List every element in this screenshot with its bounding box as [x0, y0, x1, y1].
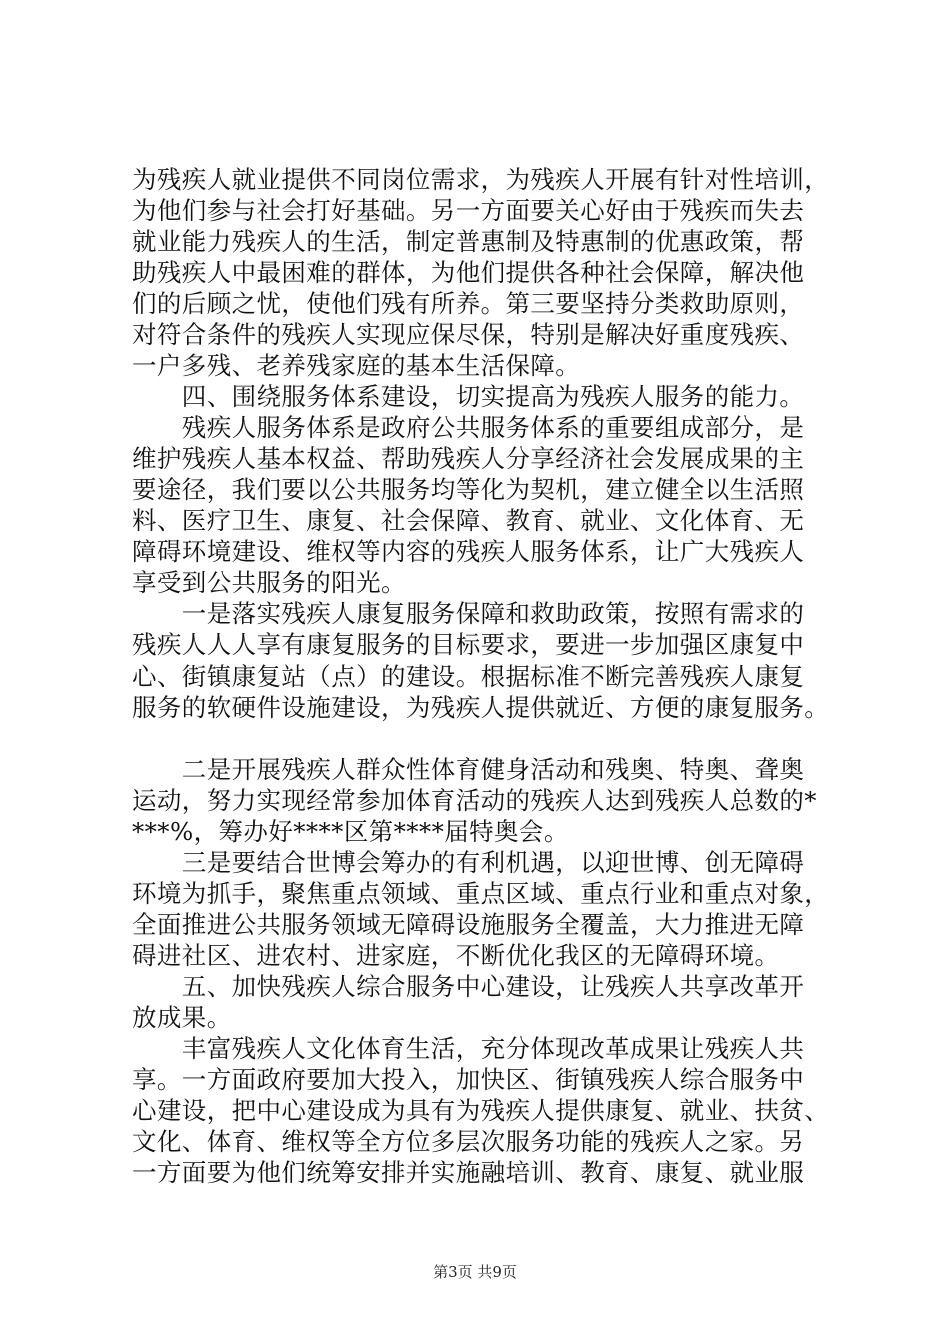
text-line: 为残疾人就业提供不同岗位需求，为残疾人开展有针对性培训， [132, 165, 830, 194]
text-line: 丰富残疾人文化体育生活，充分体现改革成果让残疾人共 [132, 1034, 805, 1063]
section-heading-continued: 放成果。 [132, 1003, 232, 1032]
text-line: 一方面要为他们统筹安排并实施融培训、教育、康复、就业服 [132, 1158, 805, 1187]
text-line: 心、街镇康复站（点）的建设。根据标准不断完善残疾人康复 [132, 662, 805, 691]
text-line: 们的后顾之忧，使他们残有所养。第三要坚持分类救助原则， [132, 289, 805, 318]
text-line: 残疾人服务体系是政府公共服务体系的重要组成部分，是 [132, 413, 805, 442]
text-line: 一户多残、老养残家庭的基本生活保障。 [132, 351, 581, 380]
text-line: 二是开展残疾人群众性体育健身活动和残奥、特奥、聋奥 [132, 755, 805, 784]
text-line: 就业能力残疾人的生活，制定普惠制及特惠制的优惠政策，帮 [132, 227, 805, 256]
text-line: 对符合条件的残疾人实现应保尽保，特别是解决好重度残疾、 [132, 320, 805, 349]
text-line: 要途径，我们要以公共服务均等化为契机，建立健全以生活照 [132, 475, 805, 504]
text-line: 助残疾人中最困难的群体，为他们提供各种社会保障，解决他 [132, 258, 805, 287]
text-line: 障碍环境建设、维权等内容的残疾人服务体系，让广大残疾人 [132, 537, 805, 566]
text-line: ***%，筹办好****区第****届特奥会。 [132, 817, 569, 846]
text-line: 享。一方面政府要加大投入，加快区、街镇残疾人综合服务中 [132, 1065, 805, 1094]
text-line: 服务的软硬件设施建设，为残疾人提供就近、方便的康复服务。 [132, 693, 830, 722]
text-line: 碍进社区、进农村、进家庭，不断优化我区的无障碍环境。 [132, 941, 780, 970]
section-heading: 五、加快残疾人综合服务中心建设，让残疾人共享改革开 [132, 972, 805, 1001]
text-line: 文化、体育、维权等全方位多层次服务功能的残疾人之家。另 [132, 1127, 805, 1156]
text-line: 一是落实残疾人康复服务保障和救助政策，按照有需求的 [132, 599, 805, 628]
text-line: 环境为抓手，聚焦重点领域、重点区域、重点行业和重点对象， [132, 879, 830, 908]
text-line: 维护残疾人基本权益、帮助残疾人分享经济社会发展成果的主 [132, 444, 805, 473]
text-line: 享受到公共服务的阳光。 [132, 568, 406, 597]
text-line: 三是要结合世博会筹办的有利机遇，以迎世博、创无障碍 [132, 848, 805, 877]
text-line: 为他们参与社会打好基础。另一方面要关心好由于残疾而失去 [132, 196, 805, 225]
page-number-footer: 第3页 共9页 [433, 1263, 517, 1281]
section-heading: 四、围绕服务体系建设，切实提高为残疾人服务的能力。 [132, 382, 805, 411]
text-line: 心建设，把中心建设成为具有为残疾人提供康复、就业、扶贫、 [132, 1096, 830, 1125]
text-line: 全面推进公共服务领域无障碍设施服务全覆盖，大力推进无障 [132, 910, 805, 939]
text-line: 残疾人人人享有康复服务的目标要求，要进一步加强区康复中 [132, 630, 805, 659]
text-line: 料、医疗卫生、康复、社会保障、教育、就业、文化体育、无 [132, 506, 805, 535]
text-line: 运动，努力实现经常参加体育活动的残疾人达到残疾人总数的* [132, 786, 817, 815]
